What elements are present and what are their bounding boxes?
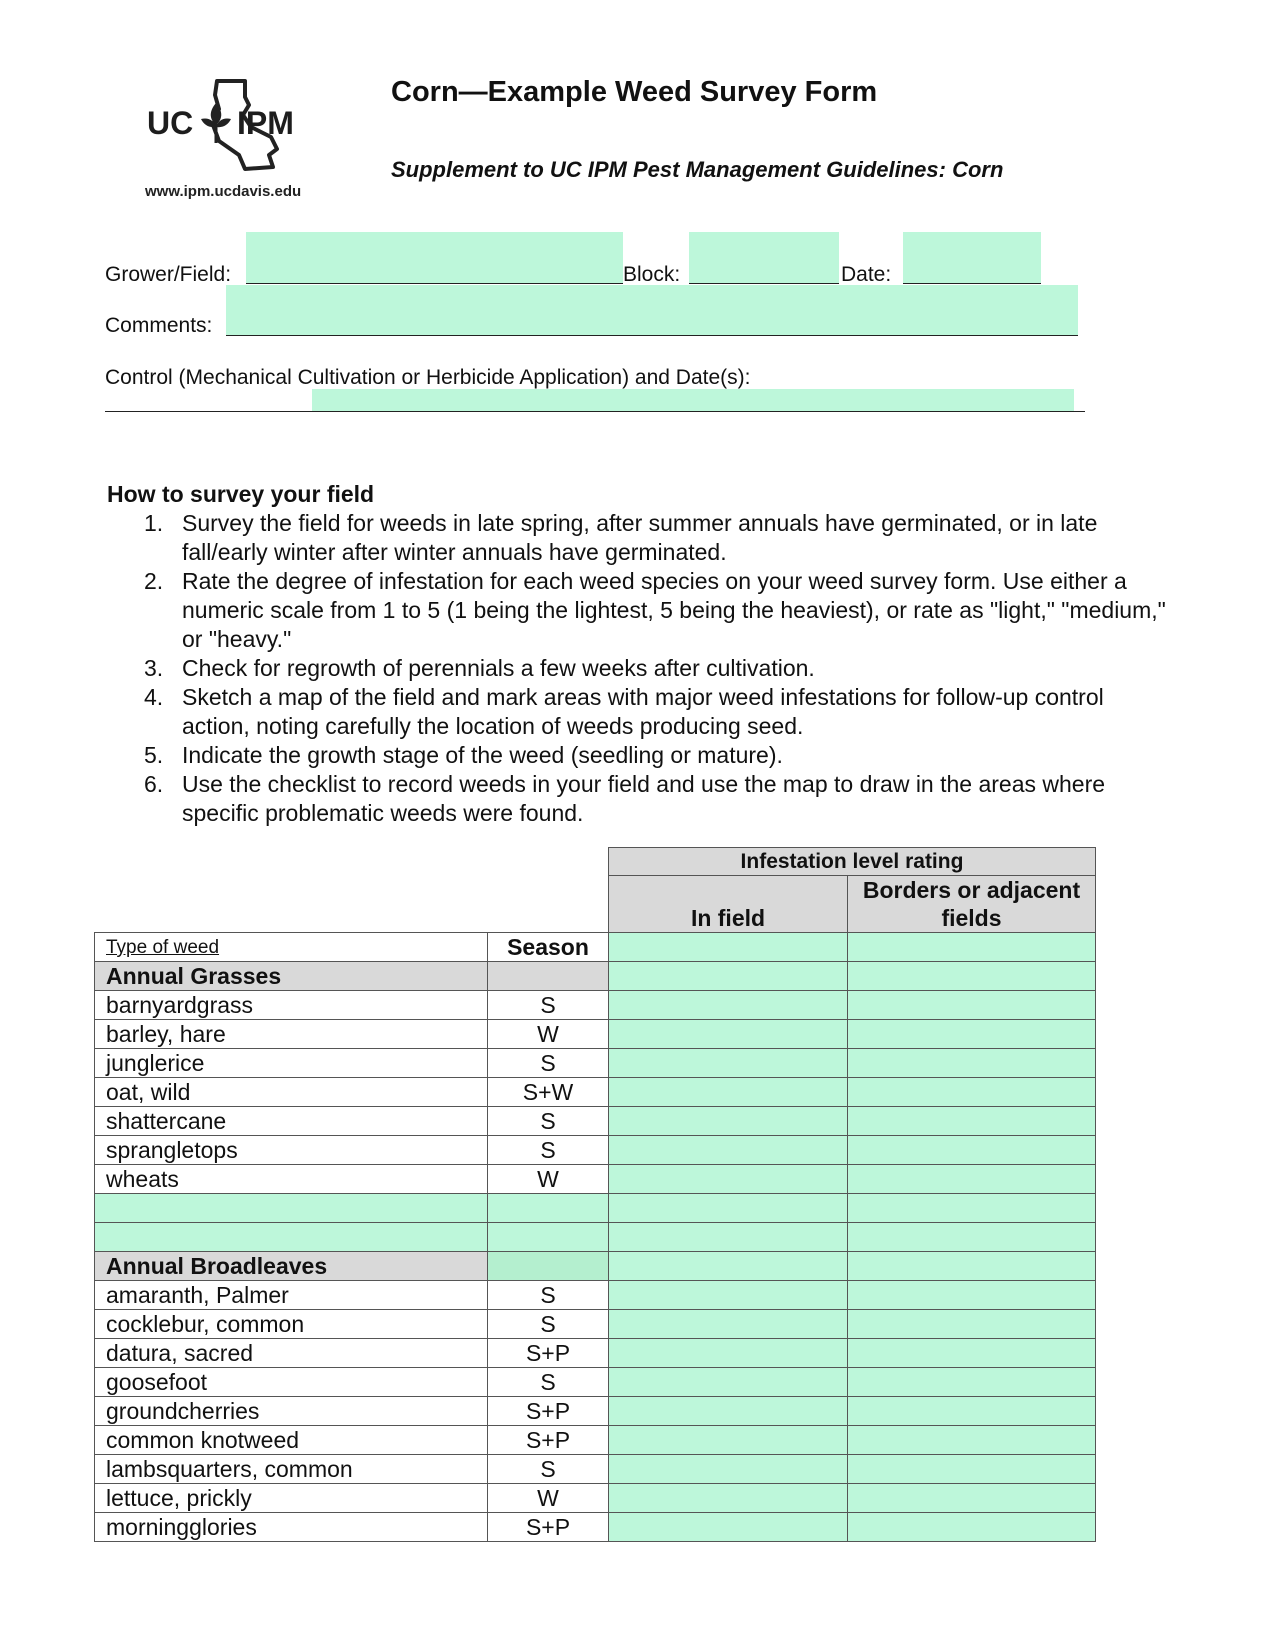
table-row xyxy=(95,1281,1096,1310)
table-row xyxy=(95,1426,1096,1455)
logo-uc: UC xyxy=(147,105,194,141)
block-input[interactable] xyxy=(689,232,839,283)
in-field-rating-cell[interactable] xyxy=(609,1339,848,1368)
borders-rating-cell[interactable] xyxy=(848,1078,1096,1107)
borders-rating-cell[interactable] xyxy=(848,1281,1096,1310)
borders-rating-cell[interactable] xyxy=(848,1339,1096,1368)
borders-rating-cell[interactable] xyxy=(848,991,1096,1020)
weed-season: S xyxy=(488,1455,609,1484)
weed-season: W xyxy=(488,1020,609,1049)
leaf-icon xyxy=(199,101,233,145)
type-of-weed-header: Type of weed xyxy=(95,933,488,962)
page-title: Corn—Example Weed Survey Form xyxy=(391,76,878,108)
weed-season: S+P xyxy=(488,1513,609,1542)
in-field-header: In field xyxy=(609,876,848,933)
table-row xyxy=(95,1165,1096,1194)
weed-name: barnyardgrass xyxy=(95,991,488,1020)
weed-season: S xyxy=(488,1281,609,1310)
borders-rating-cell[interactable] xyxy=(848,1513,1096,1542)
borders-rating-cell[interactable] xyxy=(848,962,1096,991)
in-field-rating-cell[interactable] xyxy=(609,1165,848,1194)
borders-rating-cell[interactable] xyxy=(848,1136,1096,1165)
borders-rating-cell[interactable] xyxy=(848,1455,1096,1484)
in-field-rating-cell[interactable] xyxy=(609,1107,848,1136)
in-field-rating-cell[interactable] xyxy=(609,1397,848,1426)
weed-season: S xyxy=(488,1049,609,1078)
in-field-rating-cell[interactable] xyxy=(609,1484,848,1513)
borders-rating-cell[interactable] xyxy=(848,1484,1096,1513)
in-field-rating-cell[interactable] xyxy=(609,1281,848,1310)
borders-rating-cell[interactable] xyxy=(848,933,1096,962)
date-label: Date: xyxy=(841,263,892,286)
weed-name: wheats xyxy=(95,1165,488,1194)
weed-survey-table xyxy=(94,847,1096,1542)
weed-season: S xyxy=(488,1368,609,1397)
uc-ipm-logo xyxy=(145,75,345,205)
list-item: 6. Use the checklist to record weeds in your field and use the map to draw in the areas where specific problematic weeds were found. xyxy=(144,771,1106,826)
borders-rating-cell[interactable] xyxy=(848,1223,1096,1252)
weed-name: goosefoot xyxy=(95,1368,488,1397)
borders-rating-cell[interactable] xyxy=(848,1397,1096,1426)
weed-name: shattercane xyxy=(95,1107,488,1136)
custom-season-input[interactable] xyxy=(488,1194,609,1223)
weed-name: lambsquarters, common xyxy=(95,1455,488,1484)
list-item: 4. Sketch a map of the field and mark areas with major weed infestations for follow-up control action, noting carefully the location of weeds producing seed. xyxy=(144,684,1104,739)
table-row xyxy=(95,1020,1096,1049)
in-field-rating-cell[interactable] xyxy=(609,933,848,962)
in-field-rating-cell[interactable] xyxy=(609,1020,848,1049)
in-field-rating-cell[interactable] xyxy=(609,1513,848,1542)
page-subtitle: Supplement to UC IPM Pest Management Guidelines: Corn xyxy=(391,157,1004,182)
instructions-heading: How to survey your field xyxy=(107,481,375,507)
borders-rating-cell[interactable] xyxy=(848,1107,1096,1136)
weed-name: common knotweed xyxy=(95,1426,488,1455)
table-row xyxy=(95,1078,1096,1107)
weed-season: S+P xyxy=(488,1397,609,1426)
table-row xyxy=(95,1368,1096,1397)
list-item: 2. Rate the degree of infestation for each weed species on your weed survey form. Use either a numeric scale from 1 to 5 (1 being the lightest, 5 being the heaviest), or rate as "light," "medium," or "heavy." xyxy=(144,568,1166,652)
weed-season: S+P xyxy=(488,1339,609,1368)
table-row xyxy=(95,991,1096,1020)
weed-name: sprangletops xyxy=(95,1136,488,1165)
borders-rating-cell[interactable] xyxy=(848,1194,1096,1223)
in-field-rating-cell[interactable] xyxy=(609,1223,848,1252)
table-row xyxy=(95,1049,1096,1078)
custom-season-input[interactable] xyxy=(488,1223,609,1252)
weed-season: W xyxy=(488,1165,609,1194)
weed-season: S xyxy=(488,991,609,1020)
weed-name: cocklebur, common xyxy=(95,1310,488,1339)
infestation-header: Infestation level rating xyxy=(609,848,1096,876)
control-underline xyxy=(105,411,1085,412)
table-row xyxy=(95,1339,1096,1368)
comments-underline xyxy=(226,335,1078,336)
borders-rating-cell[interactable] xyxy=(848,1252,1096,1281)
in-field-rating-cell[interactable] xyxy=(609,962,848,991)
in-field-rating-cell[interactable] xyxy=(609,1368,848,1397)
in-field-rating-cell[interactable] xyxy=(609,1310,848,1339)
date-input[interactable] xyxy=(903,232,1041,283)
in-field-rating-cell[interactable] xyxy=(609,1078,848,1107)
weed-season: S+W xyxy=(488,1078,609,1107)
control-label: Control (Mechanical Cultivation or Herbicide Application) and Date(s): xyxy=(105,366,751,389)
weed-name: lettuce, prickly xyxy=(95,1484,488,1513)
control-input[interactable] xyxy=(312,389,1074,411)
in-field-rating-cell[interactable] xyxy=(609,991,848,1020)
borders-rating-cell[interactable] xyxy=(848,1426,1096,1455)
block-underline xyxy=(689,283,839,284)
grower-field-label: Grower/Field: xyxy=(105,263,232,286)
season-header: Season xyxy=(488,933,609,962)
in-field-rating-cell[interactable] xyxy=(609,1136,848,1165)
borders-header: Borders or adjacent fields xyxy=(848,876,1096,933)
weed-name: datura, sacred xyxy=(95,1339,488,1368)
table-row xyxy=(95,1107,1096,1136)
table-row xyxy=(95,1397,1096,1426)
comments-label: Comments: xyxy=(105,314,213,337)
weed-name: barley, hare xyxy=(95,1020,488,1049)
weed-season: S xyxy=(488,1136,609,1165)
category-annual-grasses: Annual Grasses xyxy=(95,962,488,991)
date-underline xyxy=(903,283,1041,284)
borders-rating-cell[interactable] xyxy=(848,1310,1096,1339)
list-item: 1. Survey the field for weeds in late spring, after summer annuals have germinated, or in late fall/early winter after winter annuals have germinated. xyxy=(144,510,1098,565)
table-row xyxy=(95,1223,1096,1252)
comments-input[interactable] xyxy=(226,285,1078,335)
grower-field-underline xyxy=(246,283,623,284)
grower-field-input[interactable] xyxy=(246,232,623,283)
weed-season: S xyxy=(488,1310,609,1339)
instructions-list xyxy=(107,509,1177,828)
borders-rating-cell[interactable] xyxy=(848,1049,1096,1078)
weed-name: groundcherries xyxy=(95,1397,488,1426)
in-field-rating-cell[interactable] xyxy=(609,1455,848,1484)
table-row xyxy=(95,1484,1096,1513)
block-label: Block: xyxy=(623,263,681,286)
table-row xyxy=(95,1455,1096,1484)
weed-season: W xyxy=(488,1484,609,1513)
weed-name: amaranth, Palmer xyxy=(95,1281,488,1310)
table-row xyxy=(95,1310,1096,1339)
table-row xyxy=(95,1136,1096,1165)
list-item: 5. Indicate the growth stage of the weed (seedling or mature). xyxy=(144,742,783,768)
weed-name: oat, wild xyxy=(95,1078,488,1107)
custom-weed-input[interactable] xyxy=(95,1223,488,1252)
weed-season: S+P xyxy=(488,1426,609,1455)
category-annual-broadleaves: Annual Broadleaves xyxy=(95,1252,488,1281)
custom-weed-input[interactable] xyxy=(95,1194,488,1223)
table-row xyxy=(95,1194,1096,1223)
logo-ipm: IPM xyxy=(237,105,294,141)
borders-rating-cell[interactable] xyxy=(848,1020,1096,1049)
list-item: 3. Check for regrowth of perennials a few weeks after cultivation. xyxy=(144,655,815,681)
table-row xyxy=(95,1513,1096,1542)
weed-name: morningglories xyxy=(95,1513,488,1542)
weed-season: S xyxy=(488,1107,609,1136)
borders-rating-cell[interactable] xyxy=(848,1368,1096,1397)
in-field-rating-cell[interactable] xyxy=(609,1252,848,1281)
in-field-rating-cell[interactable] xyxy=(609,1194,848,1223)
logo-url[interactable]: www.ipm.ucdavis.edu xyxy=(145,183,302,200)
in-field-rating-cell[interactable] xyxy=(609,1049,848,1078)
in-field-rating-cell[interactable] xyxy=(609,1426,848,1455)
borders-rating-cell[interactable] xyxy=(848,1165,1096,1194)
weed-name: junglerice xyxy=(95,1049,488,1078)
